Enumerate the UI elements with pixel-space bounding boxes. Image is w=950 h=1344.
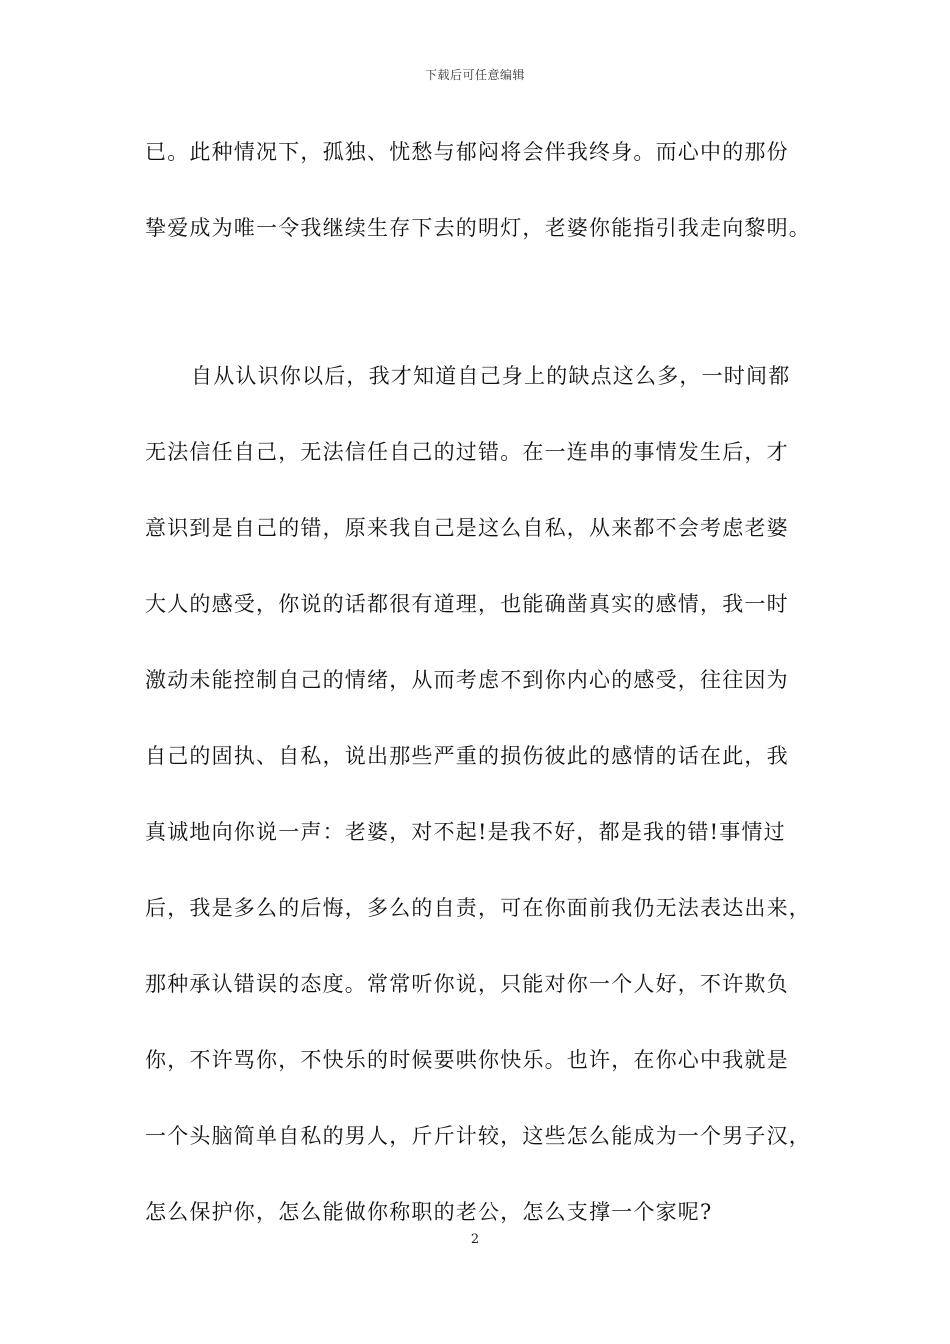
page-header: 下载后可任意编辑 — [424, 68, 525, 82]
page-number: 2 — [470, 1232, 480, 1247]
text-line: 无法信任自己，无法信任自己的过错。在一连串的事情发生后，才 — [145, 440, 789, 464]
text-line: 你，不许骂你，不快乐的时候要哄你快乐。也许，在你心中我就是 — [145, 1048, 789, 1072]
paragraph-2 — [145, 338, 810, 1250]
text-line: 挚爱成为唯一令我继续生存下去的明灯，老婆你能指引我走向黎明。 — [145, 216, 811, 240]
text-line: 已。此种情况下，孤独、忧愁与郁闷将会伴我终身。而心中的那份 — [145, 140, 789, 164]
text-line: 激动未能控制自己的情绪，从而考虑不到你内心的感受，往往因为 — [145, 668, 789, 692]
text-line: 意识到是自己的错，原来我自己是这么自私，从来都不会考虑老婆 — [145, 516, 789, 540]
text-line: 真诚地向你说一声：老婆，对不起!是我不好，都是我的错!事情过 — [145, 820, 786, 844]
paragraph-1 — [145, 114, 810, 266]
text-line: 那种承认错误的态度。常常听你说，只能对你一个人好，不许欺负 — [145, 972, 789, 996]
text-line: 大人的感受，你说的话都很有道理，也能确凿真实的感情，我一时 — [145, 592, 789, 616]
text-line: 自从认识你以后，我才知道自己身上的缺点这么多，一时间都 — [191, 364, 791, 388]
text-line: 自己的固执、自私，说出那些严重的损伤彼此的感情的话在此，我 — [145, 744, 789, 768]
text-line: 一个头脑简单自私的男人，斤斤计较，这些怎么能成为一个男子汉， — [145, 1124, 811, 1148]
text-line: 后，我是多么的后悔，多么的自责，可在你面前我仍无法表达出来， — [145, 896, 811, 920]
text-line: 怎么保护你，怎么能做你称职的老公，怎么支撑一个家呢? — [145, 1200, 713, 1224]
